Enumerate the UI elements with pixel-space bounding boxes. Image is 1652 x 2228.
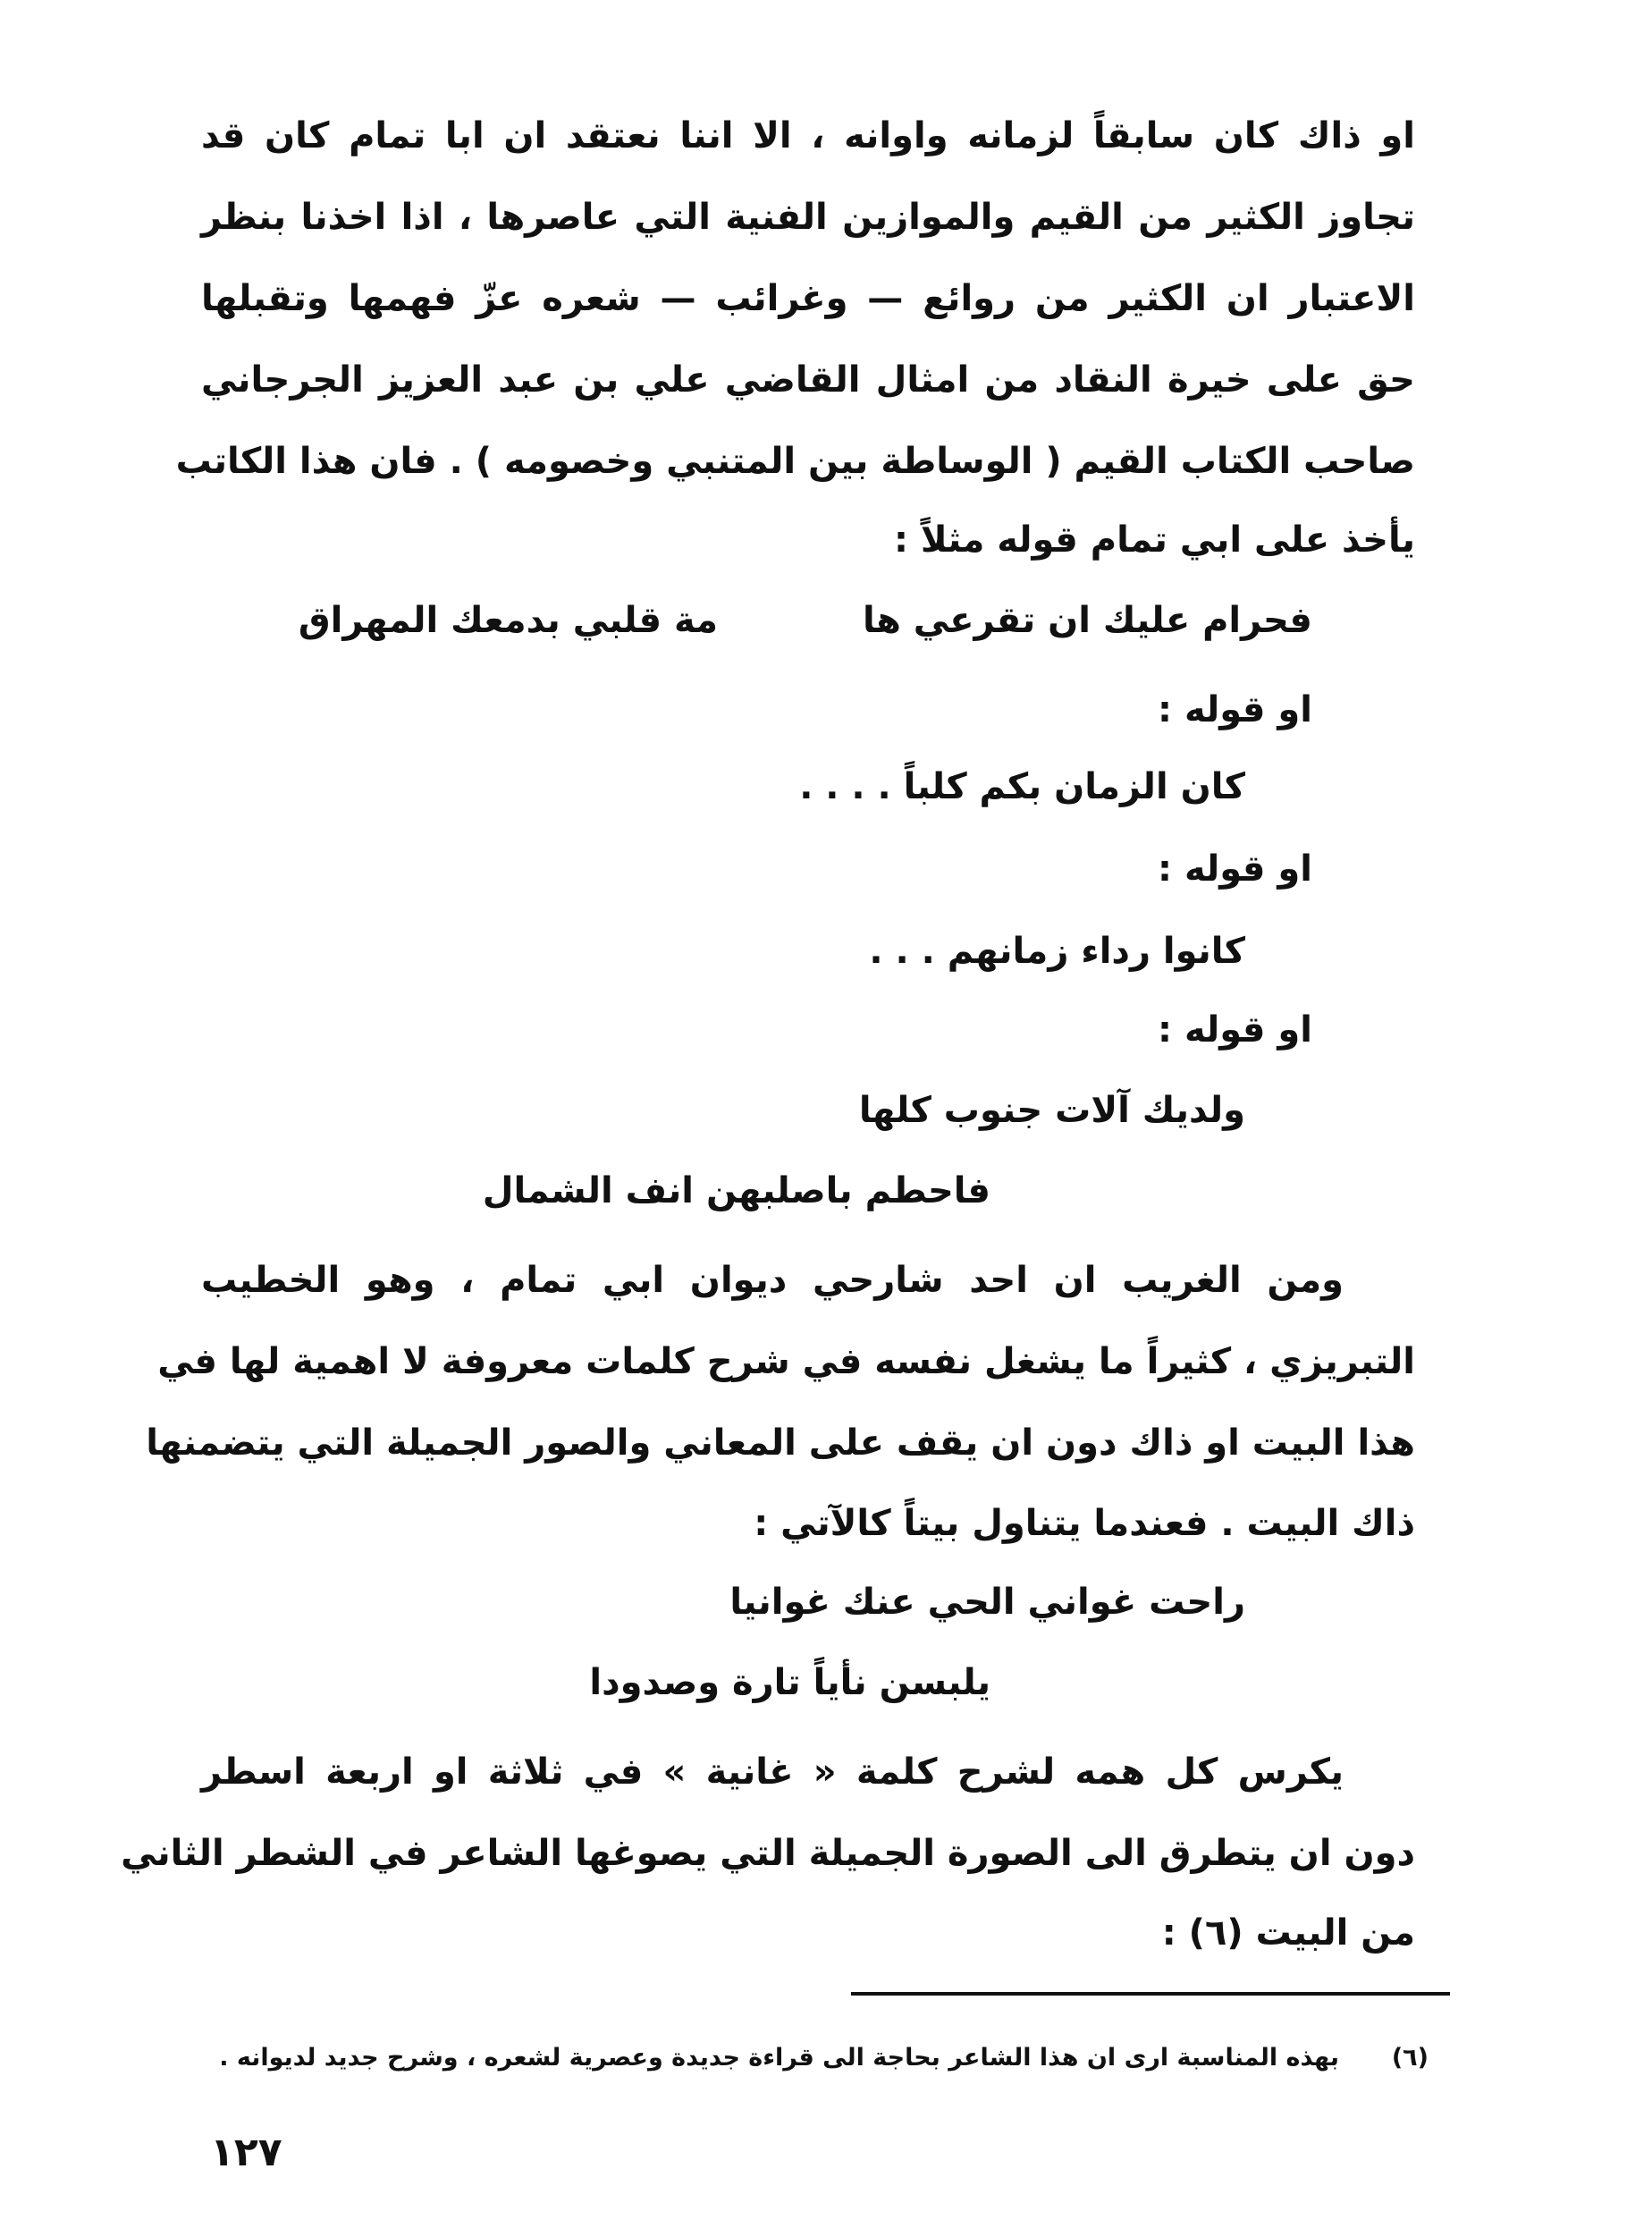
paragraph-1-line-5: صاحب الكتاب القيم ( الوساطة بين المتنبي وخصومه ) . فان هذا الكاتب <box>175 441 1415 482</box>
verse-5-first-hemistich: راحت غواني الحي عنك غوانيا <box>729 1582 1245 1623</box>
page-number: ١٢٧ <box>210 2130 282 2175</box>
footnote-number: (٦) <box>1391 2044 1429 2072</box>
footnote-divider <box>851 1992 1450 1996</box>
or-his-saying-3: او قوله : <box>1158 1009 1312 1051</box>
verse-4-first-hemistich: ولديك آلات جنوب كلها <box>858 1090 1245 1131</box>
paragraph-2-line-2: التبريزي ، كثيراً ما يشغل نفسه في شرح كلمات معروفة لا اهمية لها في <box>157 1341 1415 1382</box>
paragraph-3-line-2: دون ان يتطرق الى الصورة الجميلة التي يصوغها الشاعر في الشطر الثاني <box>121 1833 1415 1874</box>
or-his-saying-1: او قوله : <box>1158 689 1312 730</box>
paragraph-2-line-4: ذاك البيت . فعندما يتناول بيتاً كالآتي : <box>754 1503 1415 1544</box>
paragraph-1-line-1: او ذاك كان سابقاً لزمانه واوانه ، الا اننا نعتقد ان ابا تمام كان قد <box>201 115 1415 156</box>
paragraph-3-line-3: من البيت (٦) : <box>1161 1912 1415 1954</box>
verse-2: كان الزمان بكم كلباً . . . . <box>799 766 1245 807</box>
verse-3: كانوا رداء زمانهم . . . <box>869 931 1245 972</box>
footnote <box>219 2044 1429 2072</box>
footnote-text: بهذه المناسبة ارى ان هذا الشاعر بحاجة الى قراءة جديدة وعصرية لشعره ، وشرح جديد لديوانه . <box>219 2044 1340 2072</box>
paragraph-1-line-6: يأخذ على ابي تمام قوله مثلاً : <box>893 519 1415 561</box>
paragraph-1-line-2: تجاوز الكثير من القيم والموازين الفنية التي عاصرها ، اذا اخذنا بنظر <box>201 197 1415 238</box>
paragraph-2-line-1: ومن الغريب ان احد شارحي ديوان ابي تمام ، وهو الخطيب <box>201 1260 1344 1301</box>
paragraph-2-line-3: هذا البيت او ذاك دون ان يقف على المعاني والصور الجميلة التي يتضمنها <box>146 1422 1415 1464</box>
paragraph-3-line-1: يكرس كل همه لشرح كلمة « غانية » في ثلاثة او اربعة اسطر <box>201 1751 1344 1793</box>
verse-4-second-hemistich: فاحطم باصلبهن انف الشمال <box>482 1170 990 1211</box>
verse-1-first-hemistich: فحرام عليك ان تقرعي ها <box>863 600 1312 641</box>
verse-1-second-hemistich: مة قلبي بدمعك المهراق <box>298 600 718 641</box>
or-his-saying-2: او قوله : <box>1158 848 1312 890</box>
paragraph-1-line-3: الاعتبار ان الكثير من روائع — وغرائب — شعره عزّ فهمها وتقبلها <box>201 278 1415 319</box>
verse-5-second-hemistich: يلبسن نأياً تارة وصدودا <box>589 1662 990 1703</box>
paragraph-1-line-4: حق على خيرة النقاد من امثال القاضي علي بن عبد العزيز الجرجاني <box>201 359 1415 401</box>
